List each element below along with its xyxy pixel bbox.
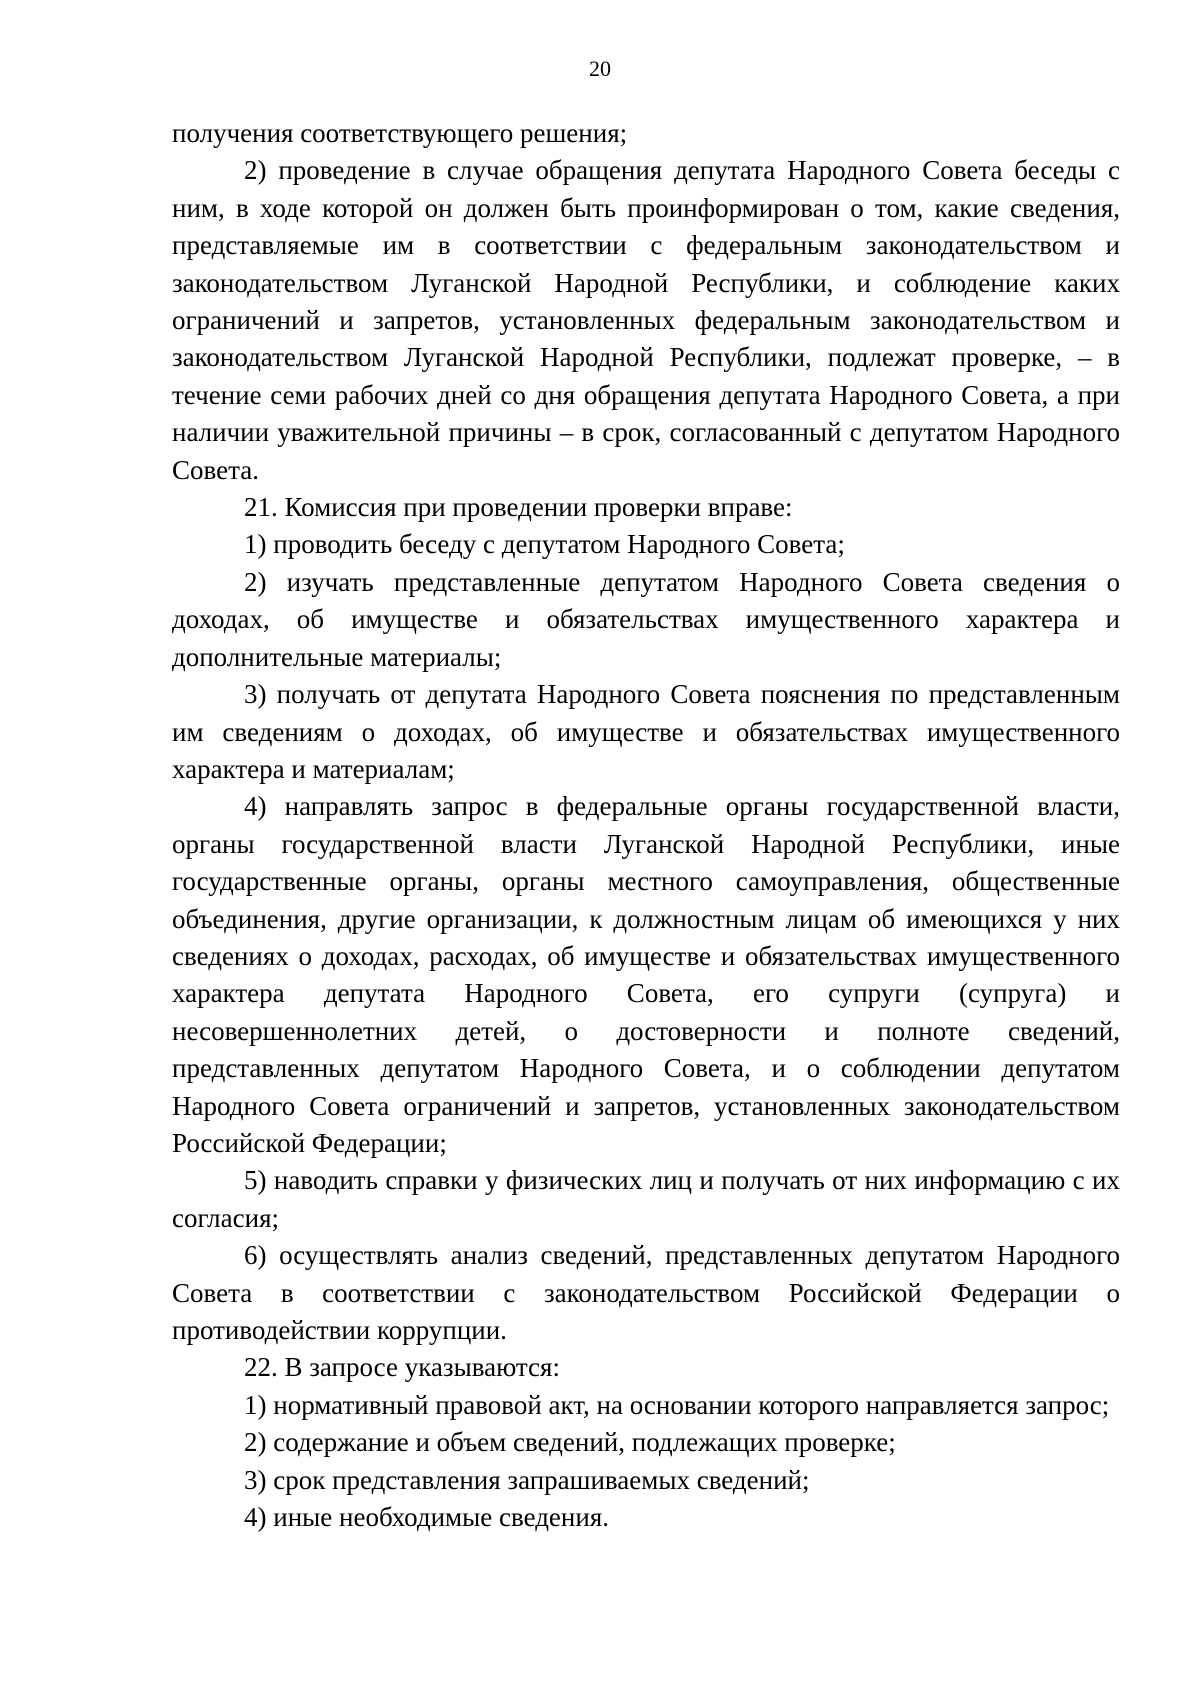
paragraph-21-item-6: 6) осуществлять анализ сведений, представленных депутатом Народного Совета в соответствии с законодательством Российской Федерации о противодействии коррупции. <box>172 1240 1120 1345</box>
paragraph-21-item-2: 2) изучать представленные депутатом Народного Совета сведения о доходах, об имуществе и обязательствах имущественного характера и дополнительные материалы; <box>172 566 1120 672</box>
paragraph-21-item-4: 4) направлять запрос в федеральные органы государственной власти, органы государственной власти Луганской Народной Республики, иные государственные органы, органы местного самоуправления, общественные объединения, другие организации, к должностным лицам об имеющихся у них сведениях о доходах, расходах, об имуществе и обязательствах имущественного характера депутата Народного Совета, его супруги (супруга) и несовершеннолетних детей, о достоверности и полноте сведений, представленных депутатом Народного Совета, и о соблюдении депутатом Народного Совета ограничений и запретов, установленных законодательством Российской Федерации; <box>172 791 1120 1158</box>
paragraph-continuation: получения соответствующего решения; <box>172 118 628 148</box>
paragraph-section-22: 22. В запросе указываются: <box>244 1352 560 1383</box>
paragraph-22-item-3: 3) срок представления запрашиваемых сведений; <box>244 1464 810 1495</box>
document-body <box>172 115 1120 1536</box>
paragraph-22-item-1: 1) нормативный правовой акт, на основании которого направляется запрос; <box>244 1389 1110 1420</box>
paragraph-21-item-1: 1) проводить беседу с депутатом Народного Совета; <box>244 529 845 560</box>
paragraph-21-item-3: 3) получать от депутата Народного Совета пояснения по представленным им сведениям о доходах, об имуществе и обязательствах имущественного характера и материалам; <box>172 679 1120 784</box>
paragraph-22-item-2: 2) содержание и объем сведений, подлежащих проверке; <box>244 1427 896 1458</box>
paragraph-22-item-4: 4) иные необходимые сведения. <box>244 1502 609 1533</box>
paragraph-section-21: 21. Комиссия при проведении проверки вправе: <box>244 492 793 523</box>
page-number: 20 <box>589 56 611 81</box>
paragraph-21-item-5: 5) наводить справки у физических лиц и получать от них информацию с их согласия; <box>172 1165 1120 1233</box>
paragraph-item-2-conversation: 2) проведение в случае обращения депутата Народного Совета беседы с ним, в ходе которой он должен быть проинформирован о том, какие сведения, представляемые им в соответствии с федеральным законодательством и законодательством Луганской Народной Республики, и соблюдение каких ограничений и запретов, установленных федеральным законодательством и законодательством Луганской Народной Республики, подлежат проверке, – в течение семи рабочих дней со дня обращения депутата Народного Совета, а при наличии уважительной причины – в срок, согласованный с депутатом Народного Совета. <box>172 155 1120 485</box>
